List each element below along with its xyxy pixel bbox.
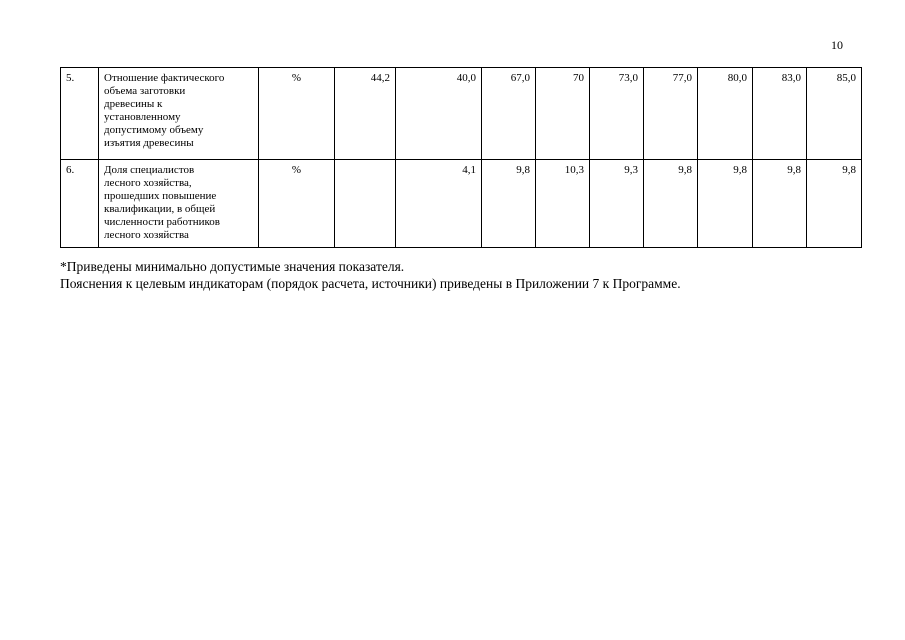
indicators-table (60, 67, 862, 248)
table-row (61, 68, 862, 160)
value-cell: 70 (536, 68, 590, 160)
value-cell: 9,8 (698, 160, 753, 248)
indicator-name-line: изъятия древесины (104, 137, 194, 149)
indicator-name-line: Доля специалистов (104, 164, 195, 176)
indicator-name-line: установленному (104, 111, 181, 123)
value-cell: 77,0 (644, 68, 698, 160)
table-row (61, 160, 862, 248)
value-cell: 83,0 (753, 68, 807, 160)
footnote: *Приведены минимально допустимые значения показателя. (60, 259, 405, 274)
row-number: 5. (61, 68, 99, 160)
value-cell: 9,3 (590, 160, 644, 248)
indicator-name-line: лесного хозяйства, (104, 177, 192, 189)
explanation-note: Пояснения к целевым индикаторам (порядок расчета, источники) приведены в Приложении 7 к Программе. (60, 276, 681, 291)
value-cell: 9,8 (807, 160, 862, 248)
value-cell: 73,0 (590, 68, 644, 160)
indicator-name-line: лесного хозяйства (104, 229, 189, 241)
value-cell (335, 160, 396, 248)
value-cell: 4,1 (396, 160, 482, 248)
indicator-name-line: численности работников (104, 216, 220, 228)
notes (60, 258, 681, 292)
indicator-name-line: Отношение фактического (104, 72, 225, 84)
value-cell: 67,0 (482, 68, 536, 160)
indicator-name-line: квалификации, в общей (104, 203, 216, 215)
indicator-name (99, 160, 259, 248)
unit-cell: % (259, 68, 335, 160)
value-cell: 85,0 (807, 68, 862, 160)
indicator-name-line: древесины к (104, 98, 163, 110)
value-cell: 80,0 (698, 68, 753, 160)
page-number: 10 (831, 38, 843, 52)
value-cell: 9,8 (753, 160, 807, 248)
value-cell: 9,8 (644, 160, 698, 248)
row-number: 6. (61, 160, 99, 248)
indicator-name-line: допустимому объему (104, 124, 204, 136)
value-cell: 10,3 (536, 160, 590, 248)
value-cell: 9,8 (482, 160, 536, 248)
indicator-name-line: объема заготовки (104, 85, 186, 97)
unit-cell: % (259, 160, 335, 248)
value-cell: 44,2 (335, 68, 396, 160)
indicator-name (99, 68, 259, 160)
indicator-name-line: прошедших повышение (104, 190, 217, 202)
value-cell: 40,0 (396, 68, 482, 160)
